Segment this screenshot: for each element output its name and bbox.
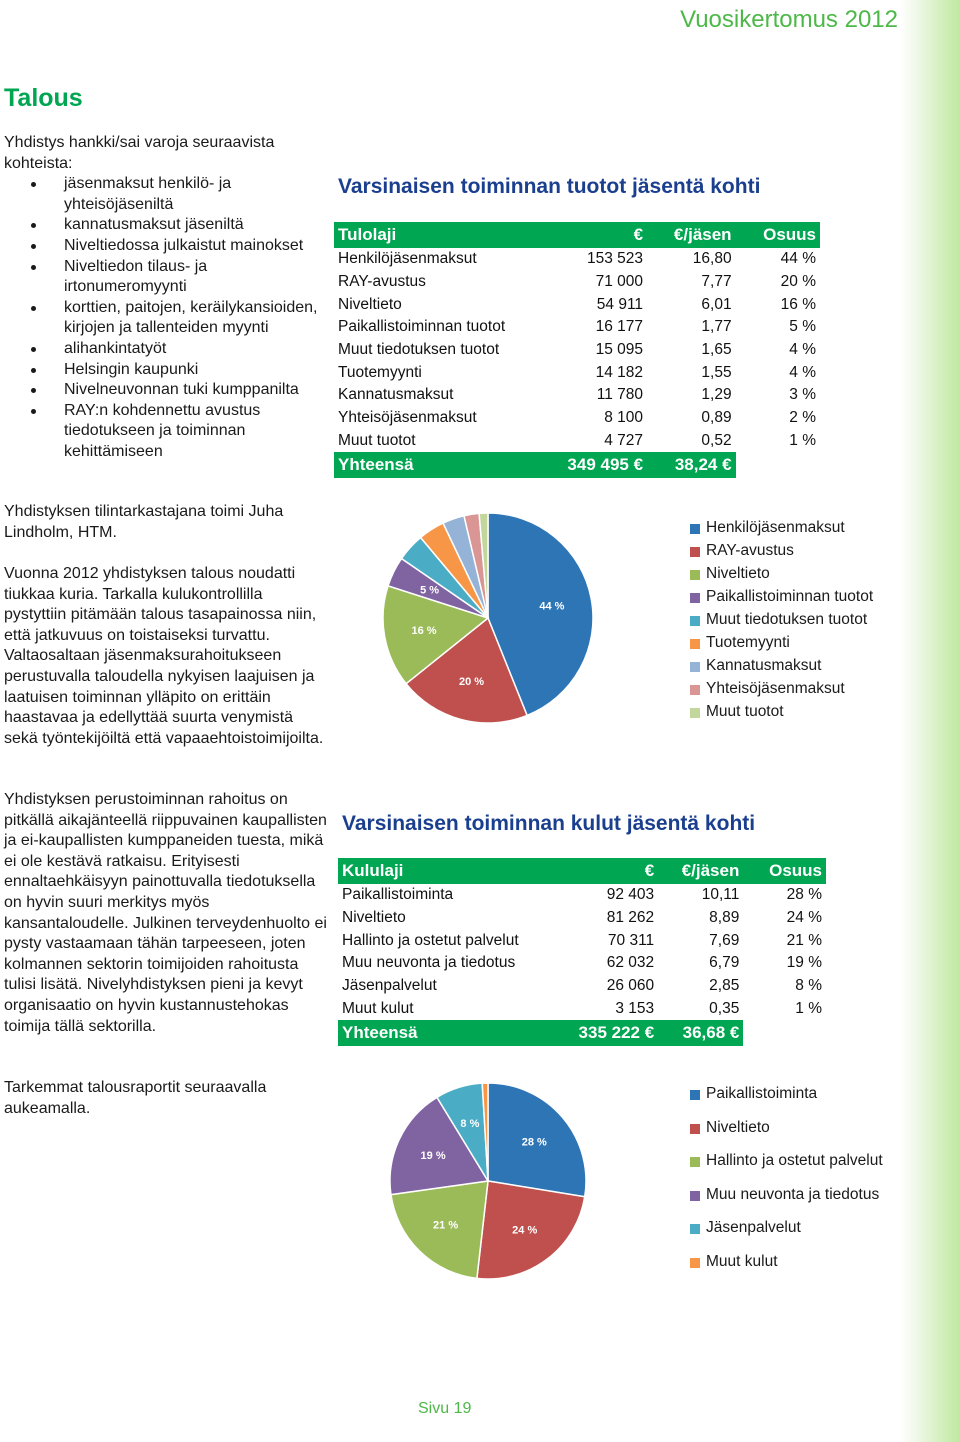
table-cell-per-member: 7,69 — [709, 931, 740, 949]
table-row — [334, 293, 820, 316]
table-row — [338, 907, 826, 930]
expenses-pie-chart — [380, 1078, 600, 1288]
page-number: Sivu 19 — [418, 1400, 472, 1417]
table-row — [334, 430, 820, 453]
table-cell-eur: 14 182 — [595, 363, 644, 381]
income-title: Varsinaisen toiminnan tuotot jäsentä kohti — [338, 175, 761, 198]
legend-label: Muut tuotot — [706, 703, 784, 720]
pie-data-label: 8 % — [460, 1118, 480, 1130]
table-cell-share: 21 % — [786, 931, 822, 949]
col-header: € — [545, 858, 658, 884]
legend-swatch — [690, 616, 700, 626]
legend-label: Paikallistoiminnan tuotot — [706, 588, 874, 605]
legend-item — [690, 519, 873, 542]
table-row — [338, 975, 826, 998]
table-cell-per-member: 16,80 — [692, 250, 732, 268]
table-row — [338, 929, 826, 952]
pie-data-label: 19 % — [420, 1150, 446, 1162]
legend-swatch — [690, 1090, 700, 1100]
legend-label: Tuotemyynti — [706, 634, 790, 651]
table-cell-per-member: 6,79 — [709, 954, 740, 972]
table-cell-per-member: 10,11 — [701, 886, 740, 904]
legend-label: Kannatusmaksut — [706, 657, 822, 674]
sources-list — [4, 174, 329, 462]
decorative-side-band — [900, 0, 960, 1442]
total-cell-eur: 349 495 € — [528, 452, 647, 478]
table-row — [334, 339, 820, 362]
table-row — [338, 952, 826, 975]
table-row — [334, 407, 820, 430]
col-header: Kululaji — [338, 858, 545, 884]
total-cell-per-member: 38,24 € — [647, 452, 736, 478]
table-cell-eur: 16 177 — [595, 318, 644, 336]
table-cell-eur: 71 000 — [595, 273, 644, 291]
legend-swatch — [690, 547, 700, 557]
pie-data-label: 28 % — [521, 1136, 547, 1149]
table-cell-per-member: 0,52 — [701, 431, 732, 449]
table-cell-eur: 153 523 — [587, 250, 644, 268]
table-cell-per-member: 1,77 — [701, 318, 732, 336]
total-cell-blank — [743, 1020, 826, 1046]
report-title: Vuosikertomus 2012 — [680, 6, 898, 33]
legend-label: Jäsenpalvelut — [706, 1219, 801, 1236]
list-item: RAY:n kohdennettu avustus tiedotukseen ja toiminnan kehittämiseen — [4, 401, 329, 463]
pie-data-label: 20 % — [458, 676, 485, 688]
table-cell-eur: 54 911 — [596, 295, 644, 313]
legend-swatch — [690, 1191, 700, 1201]
legend-swatch — [690, 708, 700, 718]
expenses-table — [338, 858, 826, 1046]
intro-text: Yhdistys hankki/sai varoja seuraavista kohteista: — [4, 134, 275, 172]
table-total-row — [334, 452, 820, 478]
legend-label: Henkilöjäsenmaksut — [706, 519, 845, 536]
legend-item — [690, 611, 873, 634]
pie-data-label: 24 % — [512, 1224, 538, 1237]
table-cell-share: 4 % — [789, 341, 816, 359]
legend-swatch — [690, 524, 700, 534]
table-row — [338, 997, 826, 1020]
legend-item — [690, 1152, 883, 1186]
table-cell-label: RAY-avustus — [338, 273, 426, 291]
table-row — [334, 248, 820, 271]
table-cell-share: 1 % — [795, 999, 822, 1017]
table-cell-share: 20 % — [780, 273, 816, 291]
col-header: Osuus — [736, 222, 820, 248]
income-legend — [690, 519, 873, 726]
income-pie-chart — [380, 500, 600, 735]
table-cell-share: 3 % — [789, 386, 816, 404]
table-cell-eur: 3 153 — [615, 999, 655, 1017]
legend-item — [690, 1219, 883, 1253]
table-row — [334, 384, 820, 407]
table-cell-label: Muu neuvonta ja tiedotus — [342, 954, 516, 972]
legend-swatch — [690, 1124, 700, 1134]
intro-block — [4, 133, 329, 463]
table-row — [334, 361, 820, 384]
legend-item — [690, 1119, 883, 1153]
table-cell-label: Tuotemyynti — [338, 363, 422, 381]
table-cell-eur: 92 403 — [606, 886, 655, 904]
table-cell-label: Muut kulut — [342, 999, 414, 1017]
col-header: €/jäsen — [647, 222, 736, 248]
legend-item — [690, 1085, 883, 1119]
expenses-legend — [690, 1085, 883, 1286]
total-cell-label: Yhteensä — [334, 452, 528, 478]
legend-swatch — [690, 1224, 700, 1234]
legend-item — [690, 565, 873, 588]
table-cell-share: 19 % — [786, 954, 822, 972]
list-item: kannatusmaksut jäseniltä — [4, 215, 329, 236]
table-cell-label: Jäsenpalvelut — [342, 977, 437, 995]
list-item: Niveltiedossa julkaistut mainokset — [4, 236, 329, 257]
table-cell-label: Muut tuotot — [338, 431, 416, 449]
legend-label: RAY-avustus — [706, 542, 794, 559]
table-cell-per-member: 1,55 — [701, 363, 732, 381]
table-cell-per-member: 1,65 — [701, 341, 732, 359]
total-cell-eur: 335 222 € — [545, 1020, 658, 1046]
table-cell-label: Paikallistoiminta — [342, 886, 454, 904]
legend-label: Hallinto ja ostetut palvelut — [706, 1152, 883, 1169]
list-item: Nivelneuvonnan tuki kumppanilta — [4, 380, 329, 401]
income-table — [334, 222, 820, 478]
total-cell-per-member: 36,68 € — [658, 1020, 743, 1046]
pie-data-label: 5 % — [420, 584, 440, 597]
economy-paragraph: Vuonna 2012 yhdistyksen talous noudatti tiukkaa kuria. Tarkalla kulukontrollilla pystyttiin pitämään talous tasapainossa niin, että jatkuvuus on toistaiseksi turvattu. Valtaosaltaan jäsenmaksurahoitukseen perustuvalla taloudella nykyisen laajuisen ja laatuisen toiminnan ylläpito on erittäin haastavaa ja edellyttää suurta venymistä sekä työntekijöiltä että vapaaehtoistoimijoilta. — [4, 565, 324, 747]
legend-item — [690, 634, 873, 657]
legend-item — [690, 703, 873, 726]
table-cell-per-member: 2,85 — [709, 977, 740, 995]
legend-item — [690, 657, 873, 680]
table-cell-eur: 15 095 — [595, 341, 644, 359]
legend-swatch — [690, 639, 700, 649]
legend-swatch — [690, 1157, 700, 1167]
legend-item — [690, 680, 873, 703]
funding-paragraph: Yhdistyksen perustoiminnan rahoitus on pitkällä aikajänteellä riippuvainen kaupallisten ja ei-kaupallisten kumppaneiden tuesta, mikä ei ole kestävä ratkaisu. Erityisesti ennaltaehkäisyyn painottuvalla tiedotuksella on hyvin suuri merkitys myös kansantaloudelle. Julkinen terveydenhuolto ei pysty vastaamaan tähän tarpeeseen, joten kolmannen sektorin toimijoiden rahoitusta tulisi lisätä. Nivelyhdistyksen pieni ja kevyt organisaatio on hyvin kustannustehokas toimija tällä sektorilla. — [4, 791, 327, 1035]
table-cell-per-member: 0,89 — [701, 409, 732, 427]
more-reports-paragraph: Tarkemmat talousraportit seuraavalla aukeamalla. — [4, 1079, 267, 1117]
table-row — [334, 316, 820, 339]
col-header: € — [528, 222, 647, 248]
table-cell-share: 8 % — [795, 977, 822, 995]
table-cell-eur: 11 780 — [596, 386, 644, 404]
pie-data-label: 16 % — [411, 624, 437, 637]
legend-item — [690, 542, 873, 565]
col-header: Osuus — [743, 858, 826, 884]
table-cell-share: 2 % — [789, 409, 816, 427]
legend-label: Yhteisöjäsenmaksut — [706, 680, 845, 697]
legend-item — [690, 1186, 883, 1220]
table-header-row — [338, 858, 826, 884]
legend-swatch — [690, 685, 700, 695]
table-cell-per-member: 7,77 — [701, 273, 732, 291]
list-item: korttien, paitojen, keräilykansioiden, kirjojen ja tallenteiden myynti — [4, 298, 329, 339]
table-header-row — [334, 222, 820, 248]
section-title: Talous — [4, 84, 83, 112]
table-cell-eur: 81 262 — [606, 909, 655, 927]
legend-label: Niveltieto — [706, 565, 770, 582]
legend-swatch — [690, 662, 700, 672]
table-row — [334, 271, 820, 294]
legend-label: Paikallistoiminta — [706, 1085, 818, 1102]
table-total-row — [338, 1020, 826, 1046]
legend-swatch — [690, 1258, 700, 1268]
expenses-title: Varsinaisen toiminnan kulut jäsentä kohti — [342, 812, 756, 835]
table-cell-eur: 26 060 — [606, 977, 655, 995]
table-cell-label: Hallinto ja ostetut palvelut — [342, 931, 519, 949]
table-cell-eur: 62 032 — [606, 954, 655, 972]
table-cell-share: 16 % — [780, 295, 816, 313]
pie-data-label: 21 % — [433, 1219, 459, 1232]
table-cell-label: Henkilöjäsenmaksut — [338, 250, 477, 268]
legend-item — [690, 588, 873, 611]
table-cell-label: Kannatusmaksut — [338, 386, 454, 404]
legend-label: Muut tiedotuksen tuotot — [706, 611, 868, 628]
table-cell-share: 24 % — [786, 909, 822, 927]
legend-label: Muut kulut — [706, 1252, 778, 1270]
table-cell-share: 1 % — [789, 431, 816, 449]
list-item: alihankintatyöt — [4, 339, 329, 360]
table-cell-per-member: 8,89 — [709, 909, 740, 927]
legend-label: Niveltieto — [706, 1118, 770, 1136]
table-cell-share: 5 % — [789, 318, 816, 336]
total-cell-blank — [736, 452, 820, 478]
col-header: €/jäsen — [658, 858, 743, 884]
table-row — [338, 884, 826, 907]
list-item: jäsenmaksut henkilö- ja yhteisöjäseniltä — [4, 174, 329, 215]
list-item: Helsingin kaupunki — [4, 360, 329, 381]
table-cell-per-member: 1,29 — [701, 386, 732, 404]
table-cell-label: Yhteisöjäsenmaksut — [338, 409, 477, 427]
table-cell-eur: 8 100 — [604, 409, 644, 427]
table-cell-eur: 70 311 — [607, 931, 655, 949]
table-cell-label: Muut tiedotuksen tuotot — [338, 341, 500, 359]
table-cell-per-member: 6,01 — [701, 295, 732, 313]
legend-swatch — [690, 570, 700, 580]
table-cell-share: 44 % — [780, 250, 816, 268]
legend-swatch — [690, 593, 700, 603]
table-cell-label: Niveltieto — [342, 909, 406, 927]
auditor-paragraph: Yhdistyksen tilintarkastajana toimi Juha Lindholm, HTM. — [4, 503, 284, 541]
table-cell-share: 4 % — [789, 363, 816, 381]
table-cell-label: Niveltieto — [338, 295, 402, 313]
pie-data-label: 44 % — [539, 600, 565, 613]
legend-item — [690, 1253, 883, 1287]
legend-label: Muu neuvonta ja tiedotus — [706, 1185, 880, 1203]
table-cell-per-member: 0,35 — [709, 999, 740, 1017]
table-cell-label: Paikallistoiminnan tuotot — [338, 318, 506, 336]
table-cell-eur: 4 727 — [604, 431, 644, 449]
table-cell-share: 28 % — [786, 886, 822, 904]
col-header: Tulolaji — [334, 222, 528, 248]
list-item: Niveltiedon tilaus- ja irtonumeromyynti — [4, 257, 329, 298]
total-cell-label: Yhteensä — [338, 1020, 545, 1046]
